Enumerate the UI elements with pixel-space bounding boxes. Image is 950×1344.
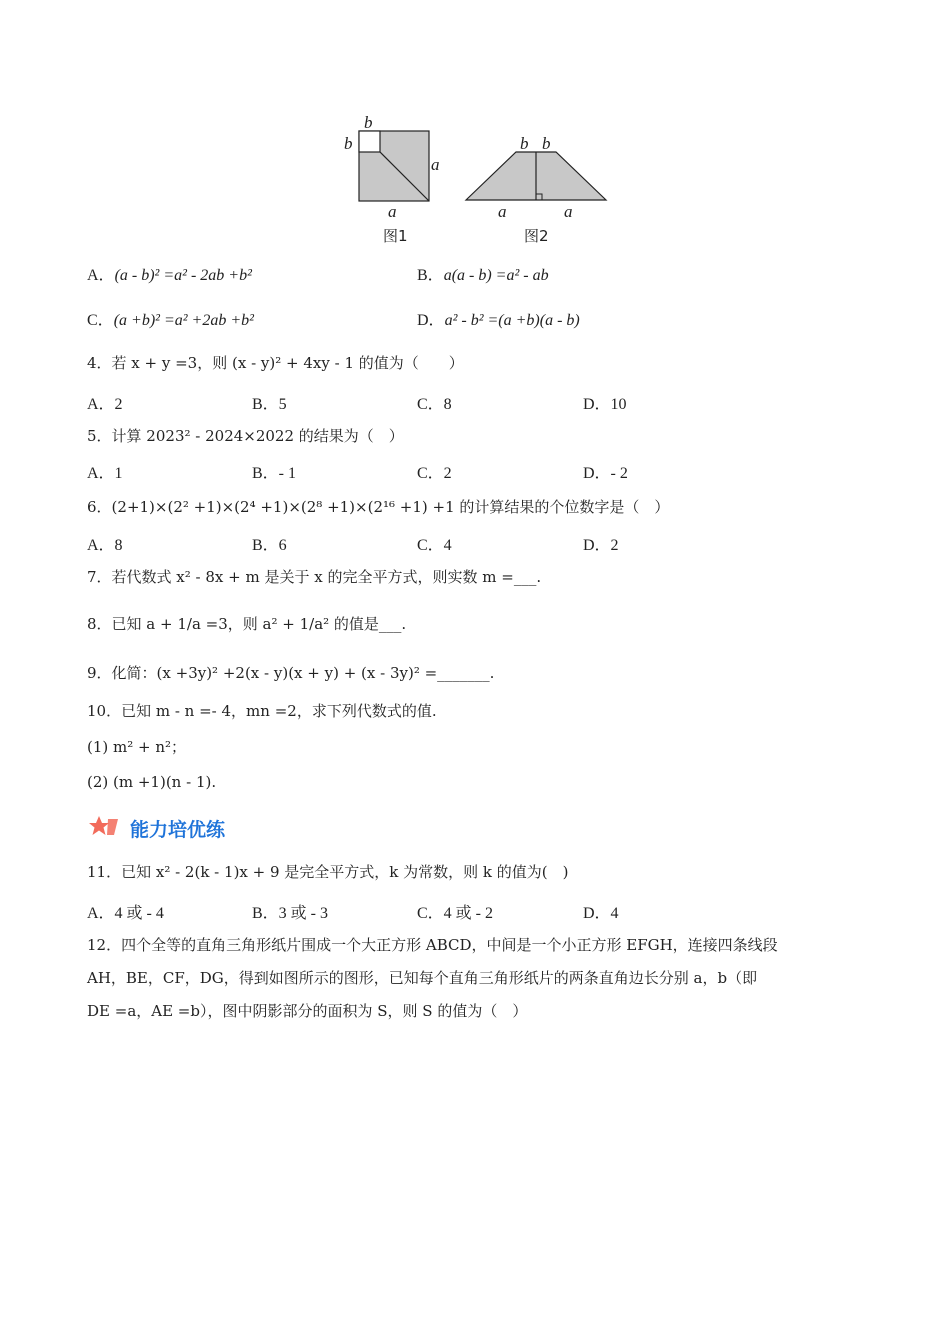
option-letter: B． <box>417 267 444 284</box>
q9-stem: 9．化简：(x +3y)² +2(x - y)(x + y) + (x - 3y)² =_______. <box>87 664 495 682</box>
option-expr: a² - b² =(a +b)(a - b) <box>444 312 580 329</box>
q6-option-b[interactable]: B．6 <box>252 537 287 554</box>
q4-stem: 4．若 x + y =3，则 (x - y)² + 4xy - 1 的值为（ ） <box>87 354 464 372</box>
fig2-top-right-label: b <box>542 134 551 153</box>
option-letter: A． <box>87 267 115 284</box>
fig2-caption: 图2 <box>524 227 549 245</box>
star-icon <box>88 815 122 839</box>
option-letter: C． <box>87 312 114 329</box>
fig1-top-label: b <box>364 113 373 132</box>
option-expr: (a +b)² =a² +2ab +b² <box>113 312 254 329</box>
q4-option-b[interactable]: B．5 <box>252 396 287 413</box>
q3-option-a[interactable] <box>87 262 252 285</box>
fig2-bottom-left-label: a <box>498 202 507 221</box>
q11-stem: 11．已知 x² - 2(k - 1)x + 9 是完全平方式，k 为常数，则 k 的值为( ) <box>87 863 569 881</box>
q4-option-d[interactable]: D．10 <box>583 396 627 413</box>
option-expr: (a - b)² =a² - 2ab +b² <box>114 267 252 284</box>
q5-option-a[interactable]: A．1 <box>87 465 123 482</box>
fig2-shape <box>466 152 606 200</box>
q11-option-b[interactable]: B．3 或 - 3 <box>252 905 329 922</box>
fig1-caption: 图1 <box>383 227 408 245</box>
q7-stem: 7．若代数式 x² - 8x + m 是关于 x 的完全平方式，则实数 m =___. <box>87 568 542 586</box>
section-title: 能力培优练 <box>130 819 226 841</box>
q6-option-a[interactable]: A．8 <box>87 537 123 554</box>
q3-option-c[interactable] <box>87 307 254 330</box>
q5-option-d[interactable]: D．- 2 <box>583 465 628 482</box>
option-letter: D． <box>417 312 445 329</box>
q6-stem: 6．(2+1)×(2² +1)×(2⁴ +1)×(2⁸ +1)×(2¹⁶ +1) +1 的计算结果的个位数字是（ ） <box>87 498 670 516</box>
q6-option-c[interactable]: C．4 <box>417 537 452 554</box>
fig2-bottom-right-label: a <box>564 202 573 221</box>
fig1-right-label: a <box>431 155 440 174</box>
q11-option-c[interactable]: C．4 或 - 2 <box>417 905 494 922</box>
q6-option-d[interactable]: D．2 <box>583 537 619 554</box>
q11-option-a[interactable]: A．4 或 - 4 <box>87 905 164 922</box>
option-expr: a(a - b) =a² - ab <box>443 267 549 284</box>
q5-option-b[interactable]: B．- 1 <box>252 465 297 482</box>
q4-option-c[interactable]: C．8 <box>417 396 452 413</box>
figure-2 <box>460 140 610 204</box>
q11-option-d[interactable]: D．4 <box>583 905 619 922</box>
fig1-bottom-label: a <box>388 202 397 221</box>
q4-option-a[interactable]: A．2 <box>87 396 123 413</box>
fig1-left-label: b <box>344 134 353 153</box>
q10-sub-2: (2) (m +1)(n - 1). <box>87 773 217 791</box>
q5-stem: 5．计算 2023² - 2024×2022 的结果为（ ） <box>87 427 404 445</box>
q3-option-b[interactable] <box>417 262 549 285</box>
q12-line-2: AH，BE，CF，DG，得到如图所示的图形，已知每个直角三角形纸片的两条直角边长分别 a，b（即 <box>87 969 758 987</box>
q12-line-1: 12．四个全等的直角三角形纸片围成一个大正方形 ABCD，中间是一个小正方形 EFGH，连接四条线段 <box>87 936 778 954</box>
q10-sub-1: (1) m² + n²； <box>87 738 187 756</box>
q12-line-3: DE =a，AE =b），图中阴影部分的面积为 S，则 S 的值为（ ） <box>87 1002 528 1020</box>
fig1-shape <box>359 131 429 201</box>
q5-option-c[interactable]: C．2 <box>417 465 452 482</box>
q8-stem: 8．已知 a + 1/a =3，则 a² + 1/a² 的值是___. <box>87 615 407 633</box>
fig2-top-left-label: b <box>520 134 529 153</box>
q3-option-d[interactable] <box>417 307 580 330</box>
q10-stem: 10．已知 m - n =- 4，mn =2，求下列代数式的值. <box>87 702 437 720</box>
